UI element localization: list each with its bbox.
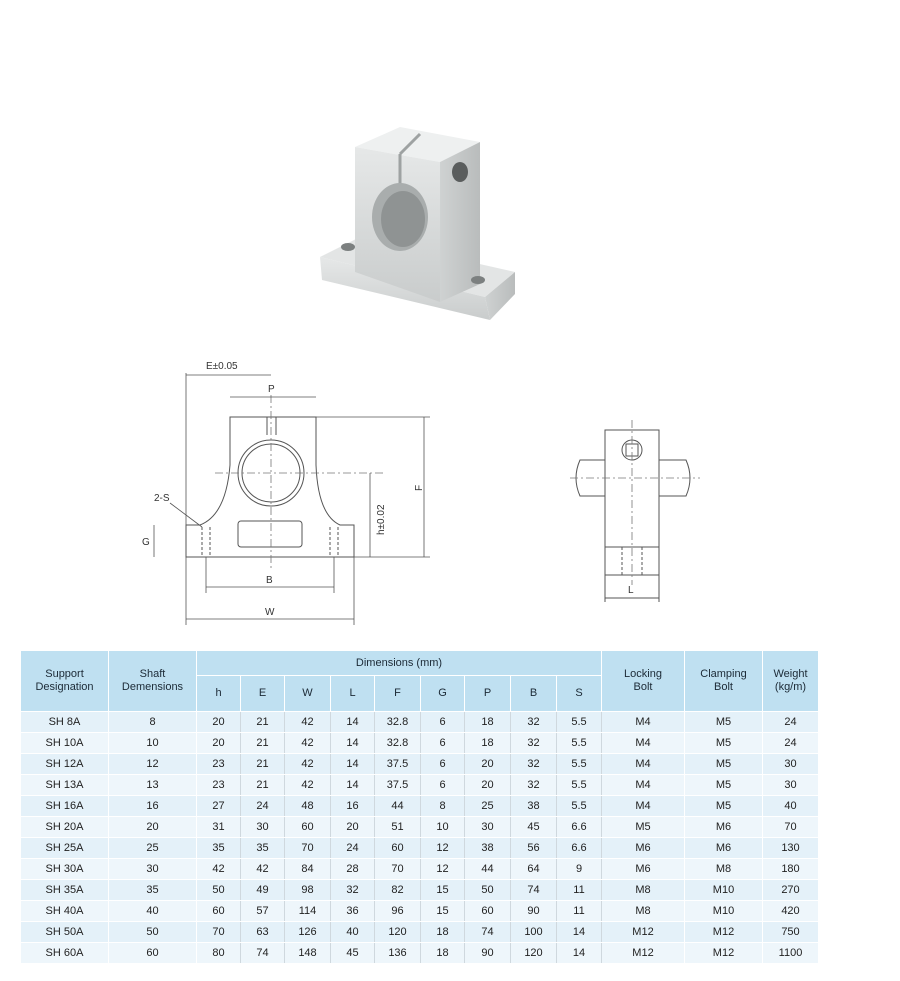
table-cell: 120 <box>375 922 421 943</box>
table-cell: 49 <box>241 880 285 901</box>
table-cell: 21 <box>241 733 285 754</box>
table-cell: 98 <box>285 880 331 901</box>
table-cell: 37.5 <box>375 775 421 796</box>
table-row <box>21 943 819 964</box>
header-dim: W <box>285 676 331 712</box>
table-row <box>21 817 819 838</box>
table-cell: 74 <box>465 922 511 943</box>
table-cell: 30 <box>241 817 285 838</box>
table-cell: M5 <box>685 775 763 796</box>
header-clamping: Clamping Bolt <box>685 651 763 712</box>
header-dim: P <box>465 676 511 712</box>
table-cell: 20 <box>465 754 511 775</box>
table-cell: 6 <box>421 775 465 796</box>
label-p: P <box>268 384 275 395</box>
table-cell: 6 <box>421 733 465 754</box>
table-cell: 32 <box>511 775 557 796</box>
table-cell: 18 <box>465 733 511 754</box>
table-cell: M6 <box>685 817 763 838</box>
table-cell: 57 <box>241 901 285 922</box>
table-cell: 21 <box>241 712 285 733</box>
header-locking: Locking Bolt <box>602 651 685 712</box>
table-row <box>21 901 819 922</box>
table-cell: 28 <box>331 859 375 880</box>
table-cell: 10 <box>109 733 197 754</box>
table-cell: M5 <box>685 796 763 817</box>
table-cell: SH 12A <box>21 754 109 775</box>
table-cell: 60 <box>197 901 241 922</box>
table-cell: 70 <box>285 838 331 859</box>
table-cell: 50 <box>109 922 197 943</box>
table-cell: 30 <box>465 817 511 838</box>
table-cell: 42 <box>197 859 241 880</box>
table-cell: 90 <box>465 943 511 964</box>
label-h: h±0.02 <box>376 504 387 535</box>
table-cell: 24 <box>331 838 375 859</box>
table-cell: 40 <box>763 796 819 817</box>
table-cell: 6 <box>421 754 465 775</box>
table-row <box>21 796 819 817</box>
table-cell: M4 <box>602 796 685 817</box>
table-row <box>21 838 819 859</box>
table-cell: 27 <box>197 796 241 817</box>
table-cell: 40 <box>331 922 375 943</box>
table-cell: 16 <box>331 796 375 817</box>
header-dim: h <box>197 676 241 712</box>
table-cell: 1100 <box>763 943 819 964</box>
table-cell: 14 <box>331 733 375 754</box>
table-cell: M12 <box>685 922 763 943</box>
table-cell: 70 <box>375 859 421 880</box>
table-cell: 42 <box>285 733 331 754</box>
table-cell: M8 <box>602 880 685 901</box>
table-row <box>21 859 819 880</box>
table-cell: 20 <box>197 712 241 733</box>
table-cell: 130 <box>763 838 819 859</box>
header-dim: B <box>511 676 557 712</box>
table-cell: 32.8 <box>375 712 421 733</box>
table-cell: 32 <box>511 754 557 775</box>
table-cell: 180 <box>763 859 819 880</box>
table-cell: 114 <box>285 901 331 922</box>
label-s: 2-S <box>154 493 170 504</box>
front-view-drawing <box>140 355 440 635</box>
header-shaft: Shaft Demensions <box>109 651 197 712</box>
table-cell: 18 <box>421 922 465 943</box>
table-cell: 25 <box>109 838 197 859</box>
table-cell: M6 <box>602 859 685 880</box>
table-row <box>21 712 819 733</box>
table-cell: 15 <box>421 880 465 901</box>
table-cell: M8 <box>685 859 763 880</box>
table-cell: 270 <box>763 880 819 901</box>
label-l: L <box>628 585 634 596</box>
header-dimensions: Dimensions (mm) <box>197 651 602 676</box>
table-cell: 126 <box>285 922 331 943</box>
table-cell: 24 <box>763 733 819 754</box>
table-row <box>21 733 819 754</box>
label-f: F <box>414 484 425 491</box>
table-cell: 8 <box>421 796 465 817</box>
table-cell: SH 25A <box>21 838 109 859</box>
spec-table <box>20 650 819 964</box>
table-cell: 23 <box>197 754 241 775</box>
table-cell: SH 40A <box>21 901 109 922</box>
table-cell: 12 <box>421 859 465 880</box>
table-cell: 35 <box>109 880 197 901</box>
table-cell: M5 <box>602 817 685 838</box>
table-cell: 5.5 <box>557 796 602 817</box>
table-cell: M4 <box>602 775 685 796</box>
table-cell: 38 <box>465 838 511 859</box>
table-cell: 6 <box>421 712 465 733</box>
table-cell: 42 <box>285 754 331 775</box>
label-g: G <box>142 537 150 548</box>
table-cell: 12 <box>421 838 465 859</box>
table-cell: 6.6 <box>557 838 602 859</box>
table-cell: 38 <box>511 796 557 817</box>
table-cell: 50 <box>465 880 511 901</box>
table-cell: 30 <box>109 859 197 880</box>
table-cell: 60 <box>285 817 331 838</box>
table-cell: 48 <box>285 796 331 817</box>
table-cell: 30 <box>763 775 819 796</box>
table-cell: 12 <box>109 754 197 775</box>
table-cell: 20 <box>465 775 511 796</box>
table-cell: M5 <box>685 733 763 754</box>
table-cell: 82 <box>375 880 421 901</box>
table-cell: 5.5 <box>557 775 602 796</box>
table-cell: 60 <box>465 901 511 922</box>
table-cell: SH 60A <box>21 943 109 964</box>
table-cell: M10 <box>685 901 763 922</box>
table-cell: 136 <box>375 943 421 964</box>
table-cell: 64 <box>511 859 557 880</box>
table-cell: 13 <box>109 775 197 796</box>
table-cell: 20 <box>109 817 197 838</box>
header-dim: G <box>421 676 465 712</box>
table-cell: 11 <box>557 880 602 901</box>
table-cell: 21 <box>241 775 285 796</box>
table-row <box>21 754 819 775</box>
table-cell: SH 35A <box>21 880 109 901</box>
table-cell: 100 <box>511 922 557 943</box>
table-cell: 14 <box>331 712 375 733</box>
table-cell: 5.5 <box>557 733 602 754</box>
table-cell: 14 <box>331 775 375 796</box>
table-cell: 15 <box>421 901 465 922</box>
table-cell: 44 <box>465 859 511 880</box>
table-cell: 16 <box>109 796 197 817</box>
table-cell: 420 <box>763 901 819 922</box>
table-cell: 148 <box>285 943 331 964</box>
table-cell: 24 <box>241 796 285 817</box>
product-photo <box>300 112 530 327</box>
table-cell: 25 <box>465 796 511 817</box>
table-cell: SH 50A <box>21 922 109 943</box>
table-cell: 5.5 <box>557 712 602 733</box>
table-cell: 18 <box>421 943 465 964</box>
table-cell: M12 <box>602 943 685 964</box>
table-cell: SH 20A <box>21 817 109 838</box>
table-cell: M4 <box>602 712 685 733</box>
table-cell: 74 <box>241 943 285 964</box>
label-b: B <box>266 575 273 586</box>
table-row <box>21 880 819 901</box>
table-cell: 60 <box>375 838 421 859</box>
table-cell: 84 <box>285 859 331 880</box>
table-cell: M4 <box>602 754 685 775</box>
table-cell: 35 <box>241 838 285 859</box>
table-cell: 74 <box>511 880 557 901</box>
table-cell: M6 <box>685 838 763 859</box>
table-cell: SH 8A <box>21 712 109 733</box>
table-row <box>21 775 819 796</box>
table-cell: 14 <box>557 922 602 943</box>
header-support: Support Designation <box>21 651 109 712</box>
table-cell: M10 <box>685 880 763 901</box>
table-cell: 30 <box>763 754 819 775</box>
table-cell: 20 <box>331 817 375 838</box>
table-cell: M5 <box>685 754 763 775</box>
table-row <box>21 922 819 943</box>
table-cell: SH 30A <box>21 859 109 880</box>
header-dim: S <box>557 676 602 712</box>
table-cell: 32 <box>331 880 375 901</box>
table-cell: 31 <box>197 817 241 838</box>
table-cell: M6 <box>602 838 685 859</box>
table-cell: 21 <box>241 754 285 775</box>
table-cell: SH 13A <box>21 775 109 796</box>
table-cell: 18 <box>465 712 511 733</box>
table-cell: 70 <box>197 922 241 943</box>
table-cell: 63 <box>241 922 285 943</box>
table-cell: 60 <box>109 943 197 964</box>
header-dim: F <box>375 676 421 712</box>
table-cell: 96 <box>375 901 421 922</box>
table-cell: SH 10A <box>21 733 109 754</box>
header-dim: E <box>241 676 285 712</box>
table-cell: 50 <box>197 880 241 901</box>
table-cell: 42 <box>285 712 331 733</box>
table-cell: M12 <box>685 943 763 964</box>
table-cell: 37.5 <box>375 754 421 775</box>
label-e: E±0.05 <box>206 361 238 372</box>
table-cell: M5 <box>685 712 763 733</box>
table-cell: 45 <box>331 943 375 964</box>
table-cell: 45 <box>511 817 557 838</box>
table-cell: SH 16A <box>21 796 109 817</box>
table-cell: M8 <box>602 901 685 922</box>
table-cell: 40 <box>109 901 197 922</box>
label-w: W <box>265 607 275 618</box>
table-cell: 32.8 <box>375 733 421 754</box>
table-cell: 51 <box>375 817 421 838</box>
header-dim: L <box>331 676 375 712</box>
table-cell: 750 <box>763 922 819 943</box>
table-cell: 36 <box>331 901 375 922</box>
side-view-drawing <box>570 410 700 610</box>
table-cell: 14 <box>331 754 375 775</box>
table-cell: 42 <box>285 775 331 796</box>
spec-table-body <box>21 712 819 964</box>
table-cell: M12 <box>602 922 685 943</box>
table-cell: 5.5 <box>557 754 602 775</box>
table-cell: 23 <box>197 775 241 796</box>
header-weight: Weight (kg/m) <box>763 651 819 712</box>
table-cell: 80 <box>197 943 241 964</box>
table-cell: 56 <box>511 838 557 859</box>
table-cell: 8 <box>109 712 197 733</box>
table-cell: 70 <box>763 817 819 838</box>
table-cell: M4 <box>602 733 685 754</box>
table-cell: 44 <box>375 796 421 817</box>
table-cell: 20 <box>197 733 241 754</box>
table-cell: 32 <box>511 733 557 754</box>
table-cell: 90 <box>511 901 557 922</box>
table-cell: 32 <box>511 712 557 733</box>
table-cell: 6.6 <box>557 817 602 838</box>
table-cell: 42 <box>241 859 285 880</box>
table-cell: 120 <box>511 943 557 964</box>
table-cell: 9 <box>557 859 602 880</box>
table-cell: 24 <box>763 712 819 733</box>
table-cell: 14 <box>557 943 602 964</box>
table-cell: 10 <box>421 817 465 838</box>
table-cell: 35 <box>197 838 241 859</box>
table-cell: 11 <box>557 901 602 922</box>
